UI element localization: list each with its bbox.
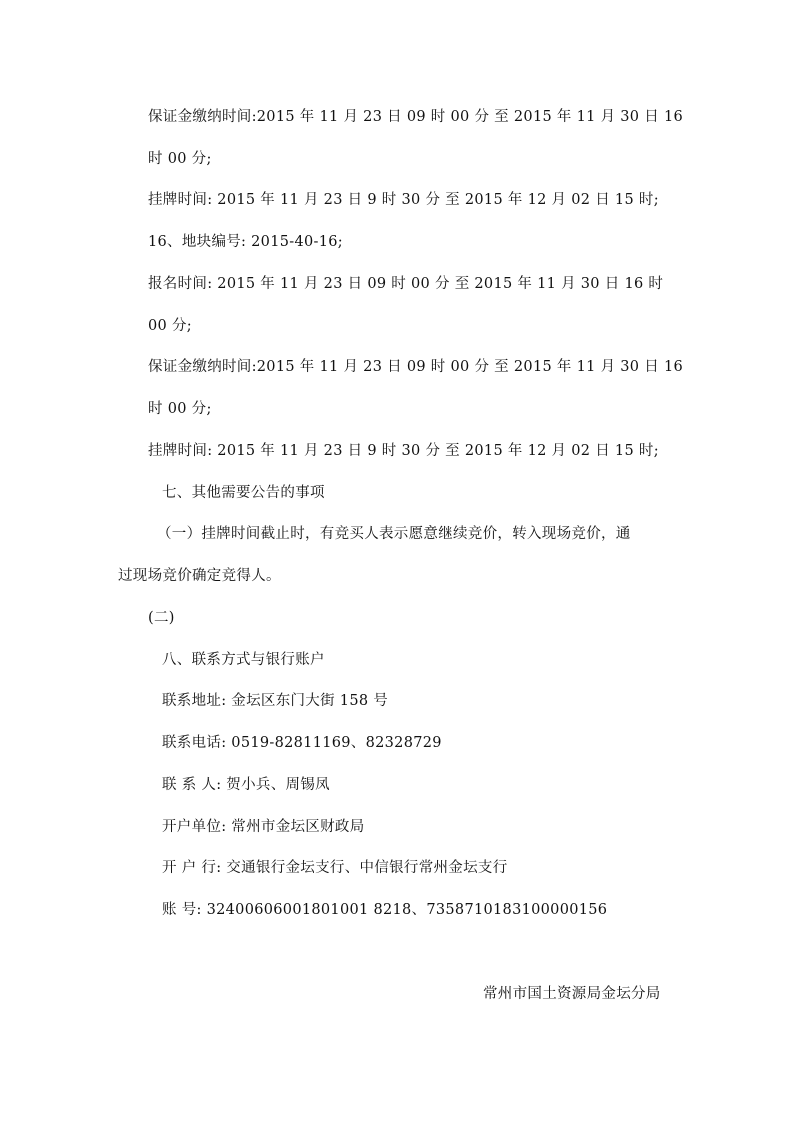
listing-time-line-2: 挂牌时间: 2015 年 11 月 23 日 9 时 30 分 至 2015 年 12 月 02 日 15 时; [148,443,659,459]
deposit-time-line-cont: 时 00 分; [148,151,212,167]
account-holder: 开户单位: 常州市金坛区财政局 [162,819,365,835]
bank-name: 开 户 行: 交通银行金坛支行、中信银行常州金坛支行 [162,860,508,876]
section-heading-contact: 八、联系方式与银行账户 [162,652,325,668]
paragraph-one-cont: 过现场竞价确定竞得人。 [118,568,281,584]
listing-time-line: 挂牌时间: 2015 年 11 月 23 日 9 时 30 分 至 2015 年 12 月 02 日 15 时; [148,192,659,208]
deposit-time-line-2: 保证金缴纳时间:2015 年 11 月 23 日 09 时 00 分 至 2015 年 11 月 30 日 16 [148,359,683,375]
deposit-time-line-2-cont: 时 00 分; [148,401,212,417]
paragraph-one: （一）挂牌时间截止时，有竞买人表示愿意继续竞价，转入现场竞价，通 [157,526,631,542]
contact-phone: 联系电话: 0519-82811169、82328729 [162,735,442,751]
item-two: (二) [148,610,175,626]
parcel-number-line: 16、地块编号: 2015-40-16; [148,234,343,250]
contact-address: 联系地址: 金坛区东门大街 158 号 [162,693,389,709]
issuer-signature: 常州市国土资源局金坛分局 [483,986,661,1002]
section-heading-other-matters: 七、其他需要公告的事项 [162,485,325,501]
account-number: 账 号: 32400606001801001 8218、7358710183100000156 [162,902,608,918]
deposit-time-line: 保证金缴纳时间:2015 年 11 月 23 日 09 时 00 分 至 2015 年 11 月 30 日 16 [148,109,683,125]
contact-person: 联 系 人: 贺小兵、周锡凤 [162,777,330,793]
registration-time-line: 报名时间: 2015 年 11 月 23 日 09 时 00 分 至 2015 年 11 月 30 日 16 时 [148,276,664,292]
registration-time-line-cont: 00 分; [148,318,192,334]
